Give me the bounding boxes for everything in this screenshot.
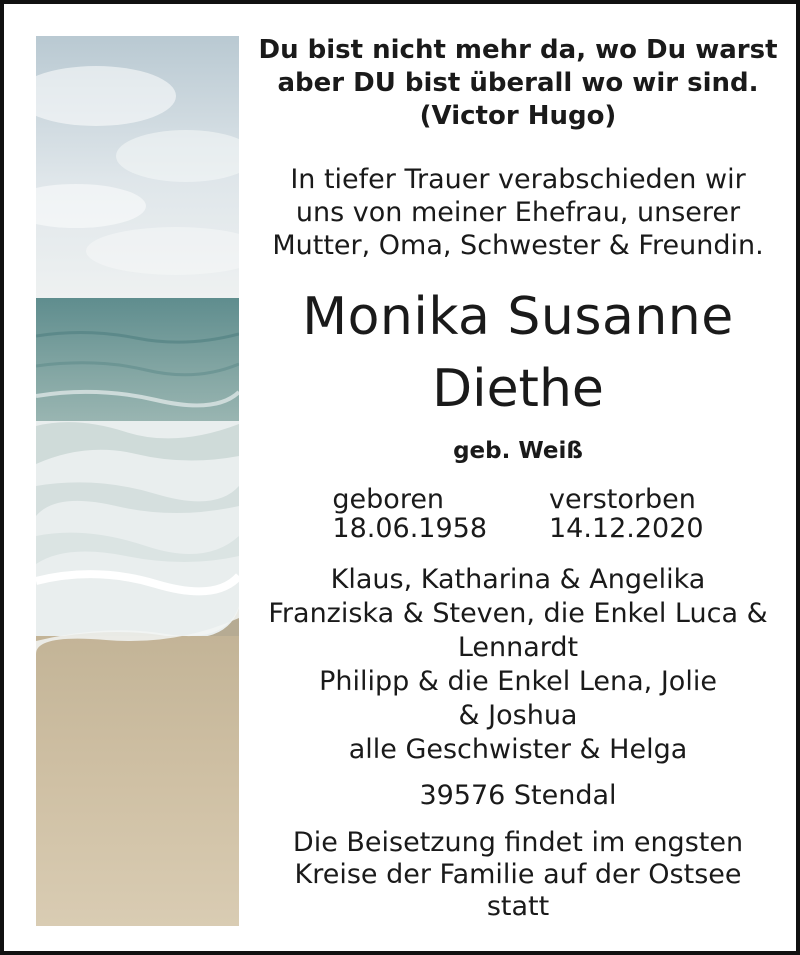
city-line: 39576 Stendal [419,780,617,811]
born-date: 18.06.1958 [332,513,487,544]
born-label: geboren [332,484,445,515]
burial-note [248,827,788,923]
family-line: alle Geschwister & Helga [348,734,688,765]
family-line: & Joshua [458,700,578,731]
deceased-surname: Diethe [432,359,604,419]
quote-author: (Victor Hugo) [419,101,617,131]
intro-line: Mutter, Oma, Schwester & Freundin. [272,230,764,261]
quote-line: aber DU bist überall wo wir sind. [277,68,759,98]
intro-line: uns von meiner Ehefrau, unserer [295,197,741,228]
family-line: Klaus, Katharina & Angelika [330,564,706,595]
family-list [248,563,788,767]
birth-column [332,485,487,543]
beach-sea-photo [36,36,239,926]
intro-text [248,163,788,262]
notice-text [248,34,788,923]
burial-line: Kreise der Familie auf der Ostsee [294,859,742,890]
quote-block [248,34,788,133]
burial-line: Die Beisetzung findet im engsten [292,827,744,858]
died-date: 14.12.2020 [549,513,704,544]
family-line: Franziska & Steven, die Enkel Luca & [268,598,768,629]
quote-line: Du bist nicht mehr da, wo Du warst [258,35,778,65]
deceased-name: Monika Susanne [302,287,734,347]
intro-line: In tiefer Trauer verabschieden wir [290,164,746,195]
died-label: verstorben [549,484,696,515]
burial-line: statt [486,891,550,922]
family-line: Philipp & die Enkel Lena, Jolie [319,666,717,697]
death-column [549,485,704,543]
dates-block [248,485,788,543]
maiden-name: geb. Weiß [453,438,583,464]
family-line: Lennardt [457,632,579,663]
